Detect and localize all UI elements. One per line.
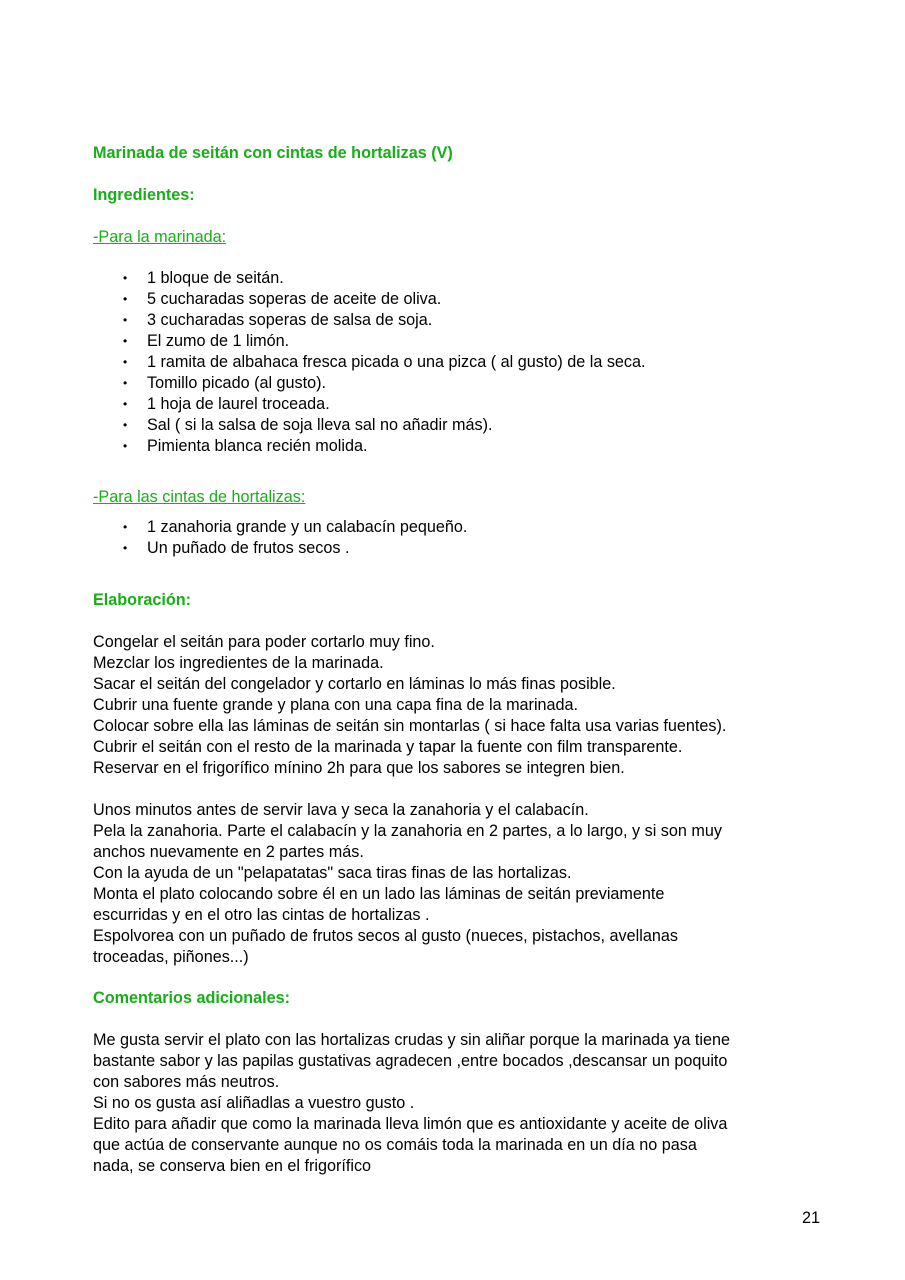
- bullet-icon: •: [123, 520, 128, 534]
- text-line: Colocar sobre ella las láminas de seitán sin montarlas ( si hace falta usa varias fuentes).: [93, 717, 727, 735]
- bullet-icon: •: [123, 334, 128, 348]
- text-line: anchos nuevamente en 2 partes más.: [93, 843, 364, 861]
- text-line: Congelar el seitán para poder cortarlo muy fino.: [93, 633, 435, 651]
- text-line: Mezclar los ingredientes de la marinada.: [93, 654, 384, 672]
- bullet-icon: •: [123, 439, 128, 453]
- text-line: Edito para añadir que como la marinada lleva limón que es antioxidante y aceite de oliva: [93, 1115, 728, 1133]
- bullet-icon: •: [123, 355, 128, 369]
- text-line: Cubrir una fuente grande y plana con una capa fina de la marinada.: [93, 696, 579, 714]
- text-line: Cubrir el seitán con el resto de la marinada y tapar la fuente con film transparente.: [93, 738, 683, 756]
- bullet-icon: •: [123, 292, 128, 306]
- text-line: Monta el plato colocando sobre él en un lado las láminas de seitán previamente: [93, 885, 665, 903]
- bullet-icon: •: [123, 397, 128, 411]
- text-line: que actúa de conservante aunque no os comáis toda la marinada en un día no pasa: [93, 1136, 697, 1154]
- text-line: Me gusta servir el plato con las hortalizas crudas y sin aliñar porque la marinada ya tiene: [93, 1031, 731, 1049]
- text-line: nada, se conserva bien en el frigorífico: [93, 1157, 372, 1175]
- text-line: Pela la zanahoria. Parte el calabacín y la zanahoria en 2 partes, a lo largo, y si son muy: [93, 822, 722, 840]
- text-line: Sacar el seitán del congelador y cortarlo en láminas lo más finas posible.: [93, 675, 616, 693]
- comments-heading: Comentarios adicionales:: [93, 989, 291, 1007]
- text-line: Reservar en el frigorífico mínino 2h para que los sabores se integren bien.: [93, 759, 625, 777]
- text-line: troceadas, piñones...): [93, 948, 249, 966]
- text-line: Si no os gusta así aliñadlas a vuestro gusto .: [93, 1094, 415, 1112]
- text-line: con sabores más neutros.: [93, 1073, 280, 1091]
- elaboration-heading: Elaboración:: [93, 591, 192, 609]
- bullet-icon: •: [123, 271, 128, 285]
- text-line: escurridas y en el otro las cintas de hortalizas .: [93, 906, 430, 924]
- text-line: Con la ayuda de un "pelapatatas" saca tiras finas de las hortalizas.: [93, 864, 572, 882]
- bullet-icon: •: [123, 541, 128, 555]
- ingredients-heading: Ingredientes:: [93, 186, 195, 204]
- recipe-title: Marinada de seitán con cintas de hortalizas (V): [93, 144, 453, 162]
- text-line: bastante sabor y las papilas gustativas agradecen ,entre bocados ,descansar un poquito: [93, 1052, 728, 1070]
- bullet-icon: •: [123, 418, 128, 432]
- marinade-subheading: -Para la marinada:: [93, 228, 227, 246]
- text-line: Unos minutos antes de servir lava y seca la zanahoria y el calabacín.: [93, 801, 589, 819]
- bullet-icon: •: [123, 376, 128, 390]
- page-number: 21: [802, 1209, 821, 1227]
- ribbons-subheading: -Para las cintas de hortalizas:: [93, 488, 306, 506]
- text-line: Espolvorea con un puñado de frutos secos al gusto (nueces, pistachos, avellanas: [93, 927, 678, 945]
- bullet-icon: •: [123, 313, 128, 327]
